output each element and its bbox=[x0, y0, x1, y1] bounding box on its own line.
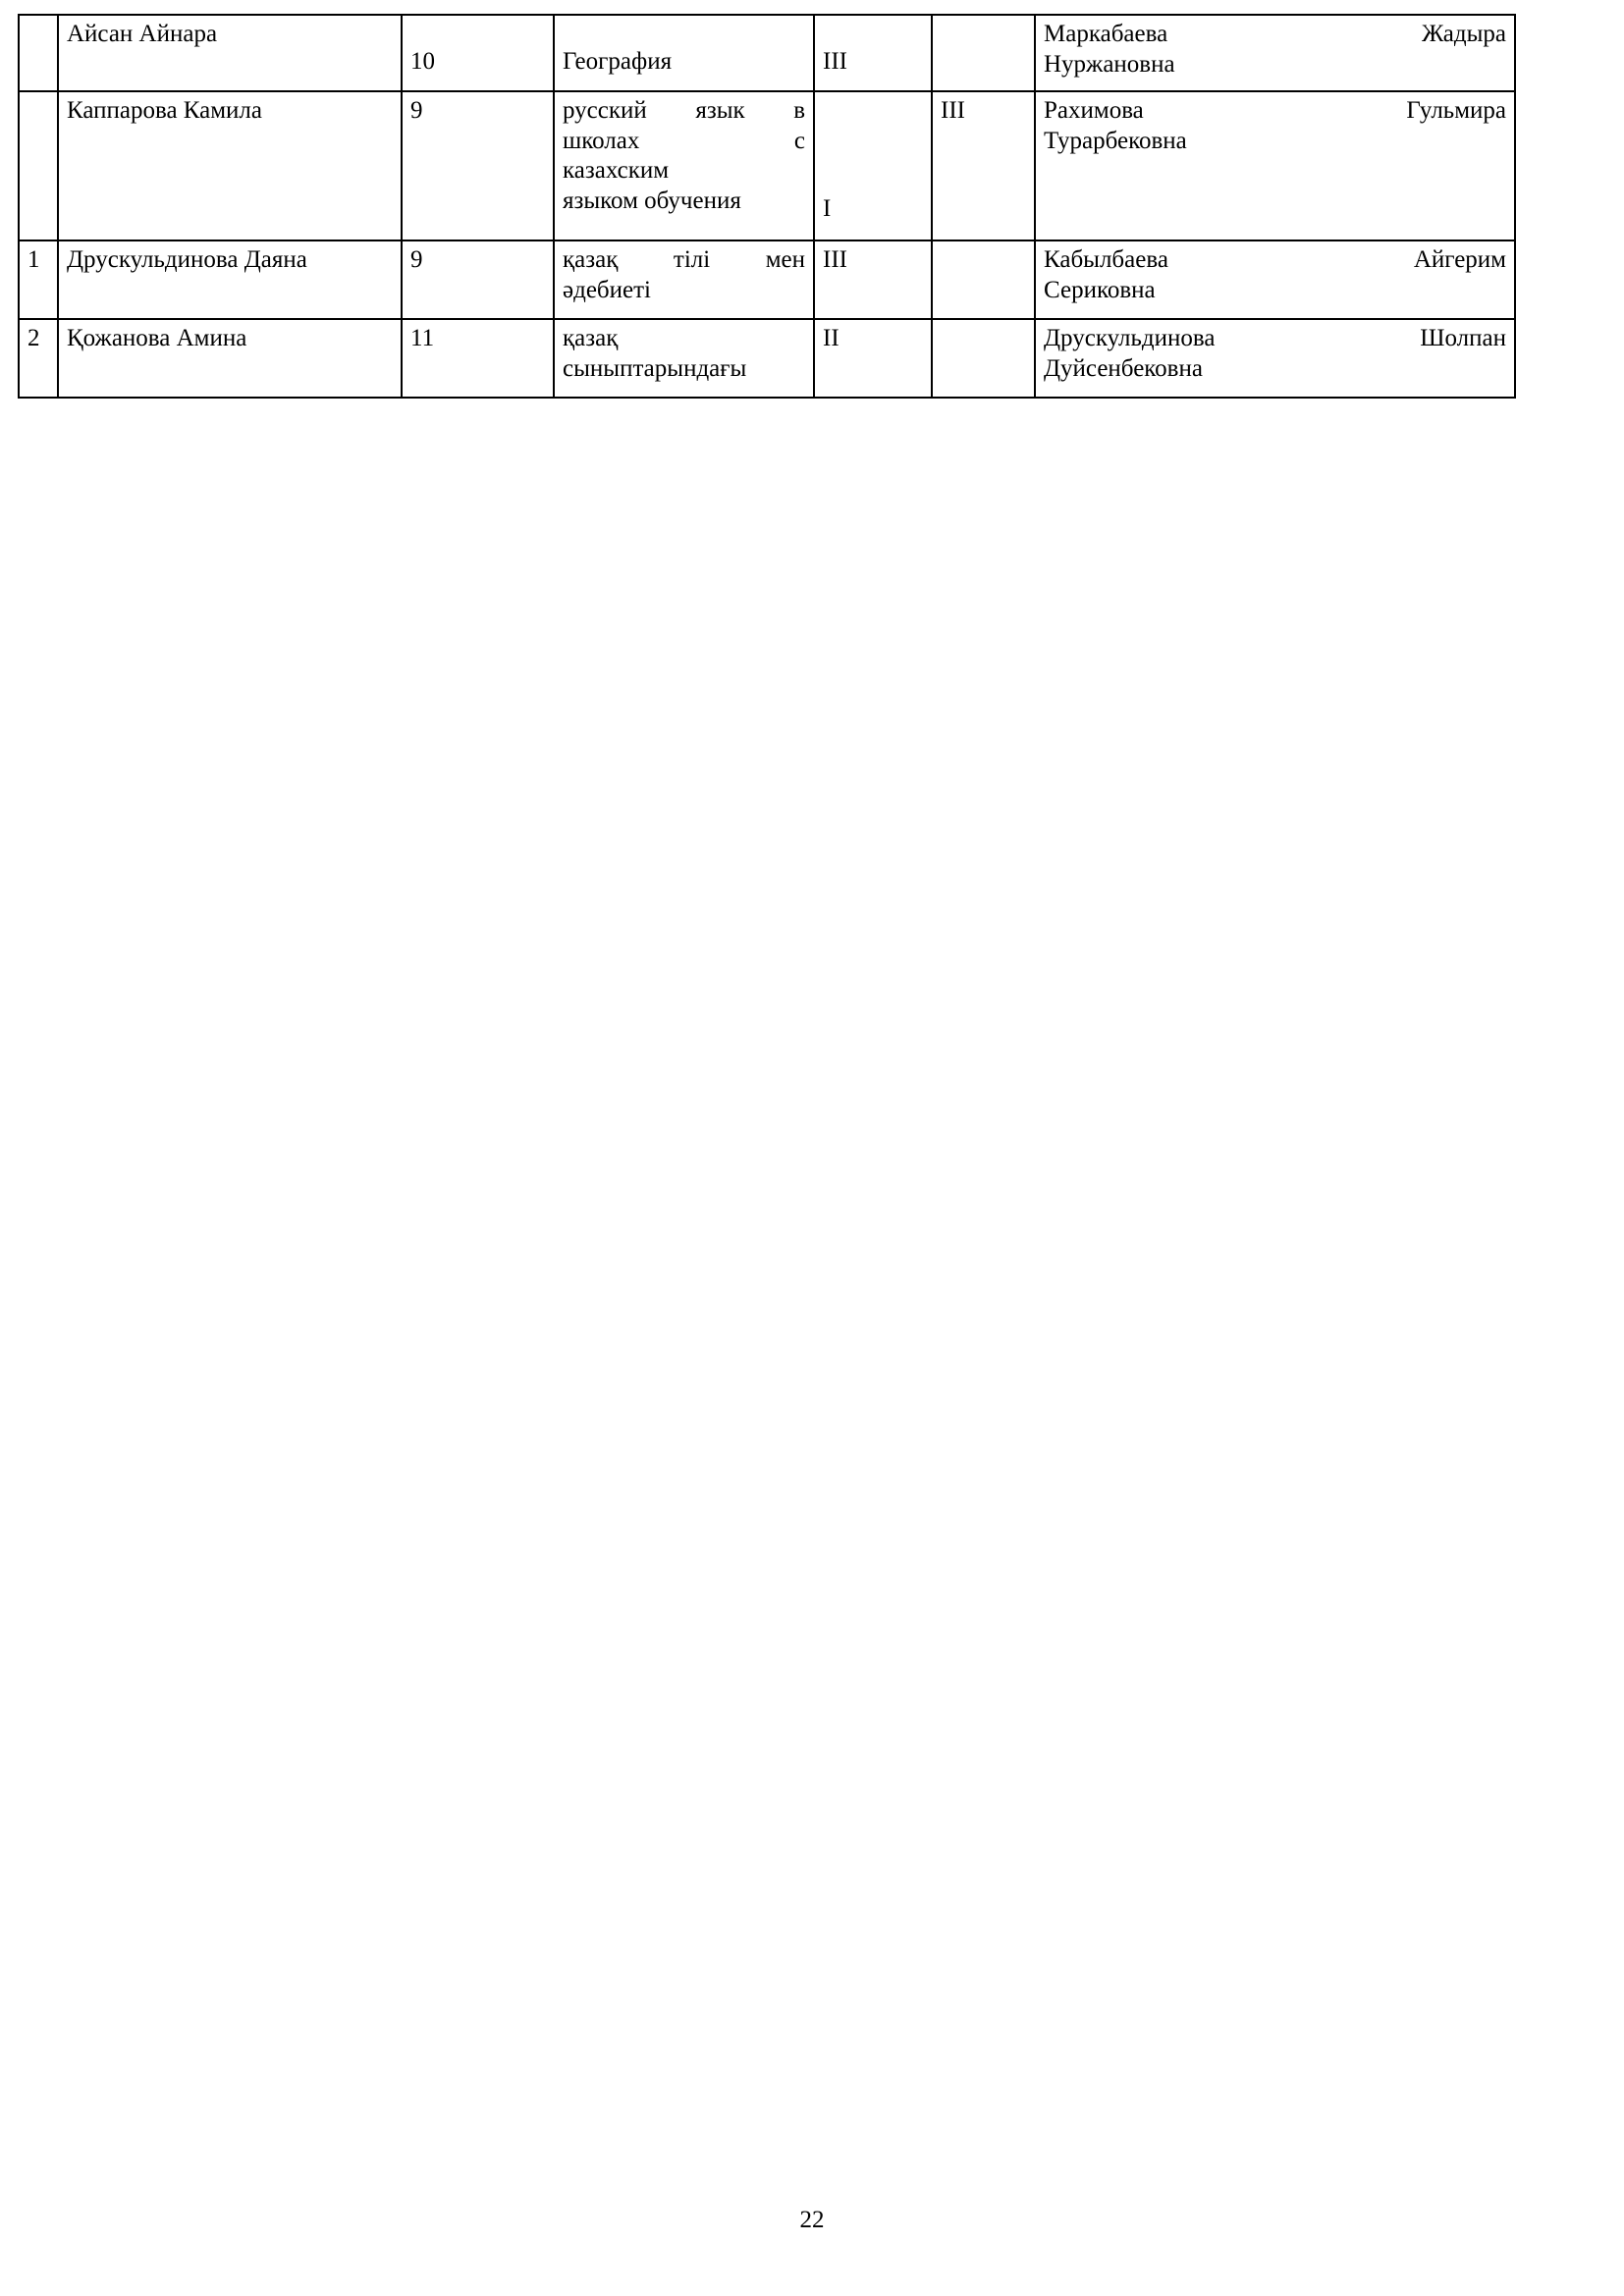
cell-number: 1 bbox=[19, 240, 58, 319]
cell-subject: қазақ тілі мен әдебиеті bbox=[554, 240, 814, 319]
cell-student-name: Каппарова Камила bbox=[58, 91, 402, 240]
cell-number bbox=[19, 15, 58, 91]
table-row bbox=[19, 15, 1515, 91]
teacher-firstname: Айгерим bbox=[1413, 246, 1506, 273]
cell-number: 2 bbox=[19, 319, 58, 398]
teacher-patronymic: Дуйсенбековна bbox=[1044, 354, 1203, 382]
cell-result-1: III bbox=[814, 15, 932, 91]
cell-teacher bbox=[1035, 240, 1515, 319]
cell-grade: 11 bbox=[402, 319, 554, 398]
cell-teacher bbox=[1035, 91, 1515, 240]
cell-grade: 10 bbox=[402, 15, 554, 91]
teacher-surname: Кабылбаева bbox=[1044, 246, 1168, 273]
table-row bbox=[19, 91, 1515, 240]
cell-student-name: Айсан Айнара bbox=[58, 15, 402, 91]
cell-subject: География bbox=[554, 15, 814, 91]
teacher-surname: Друскульдинова bbox=[1044, 325, 1216, 351]
cell-grade: 9 bbox=[402, 240, 554, 319]
cell-result-2: III bbox=[932, 91, 1035, 240]
teacher-surname: Маркабаева bbox=[1044, 21, 1168, 47]
teacher-patronymic: Сериковна bbox=[1044, 276, 1156, 303]
teacher-firstname: Жадыра bbox=[1422, 21, 1506, 47]
teacher-firstname: Гульмира bbox=[1406, 97, 1506, 124]
cell-grade: 9 bbox=[402, 91, 554, 240]
cell-result-1: III bbox=[814, 240, 932, 319]
cell-number bbox=[19, 91, 58, 240]
cell-result-2 bbox=[932, 319, 1035, 398]
table-row bbox=[19, 240, 1515, 319]
cell-result-1: I bbox=[814, 91, 932, 240]
page-number: 22 bbox=[799, 2207, 825, 2233]
cell-result-1: II bbox=[814, 319, 932, 398]
teacher-patronymic: Турарбековна bbox=[1044, 127, 1187, 154]
cell-result-2 bbox=[932, 240, 1035, 319]
cell-subject: қазақ сыныптарындағы bbox=[554, 319, 814, 398]
cell-student-name: Друскульдинова Даяна bbox=[58, 240, 402, 319]
teacher-firstname: Шолпан bbox=[1420, 325, 1506, 351]
table-row bbox=[19, 319, 1515, 398]
results-table-container bbox=[18, 14, 1514, 399]
cell-student-name: Қожанова Амина bbox=[58, 319, 402, 398]
cell-teacher bbox=[1035, 15, 1515, 91]
cell-subject: русский язык в школах с казахским языком обучения bbox=[554, 91, 814, 240]
results-table bbox=[18, 14, 1516, 399]
cell-teacher bbox=[1035, 319, 1515, 398]
cell-result-2 bbox=[932, 15, 1035, 91]
teacher-patronymic: Нуржановна bbox=[1044, 50, 1175, 78]
teacher-surname: Рахимова bbox=[1044, 97, 1144, 124]
